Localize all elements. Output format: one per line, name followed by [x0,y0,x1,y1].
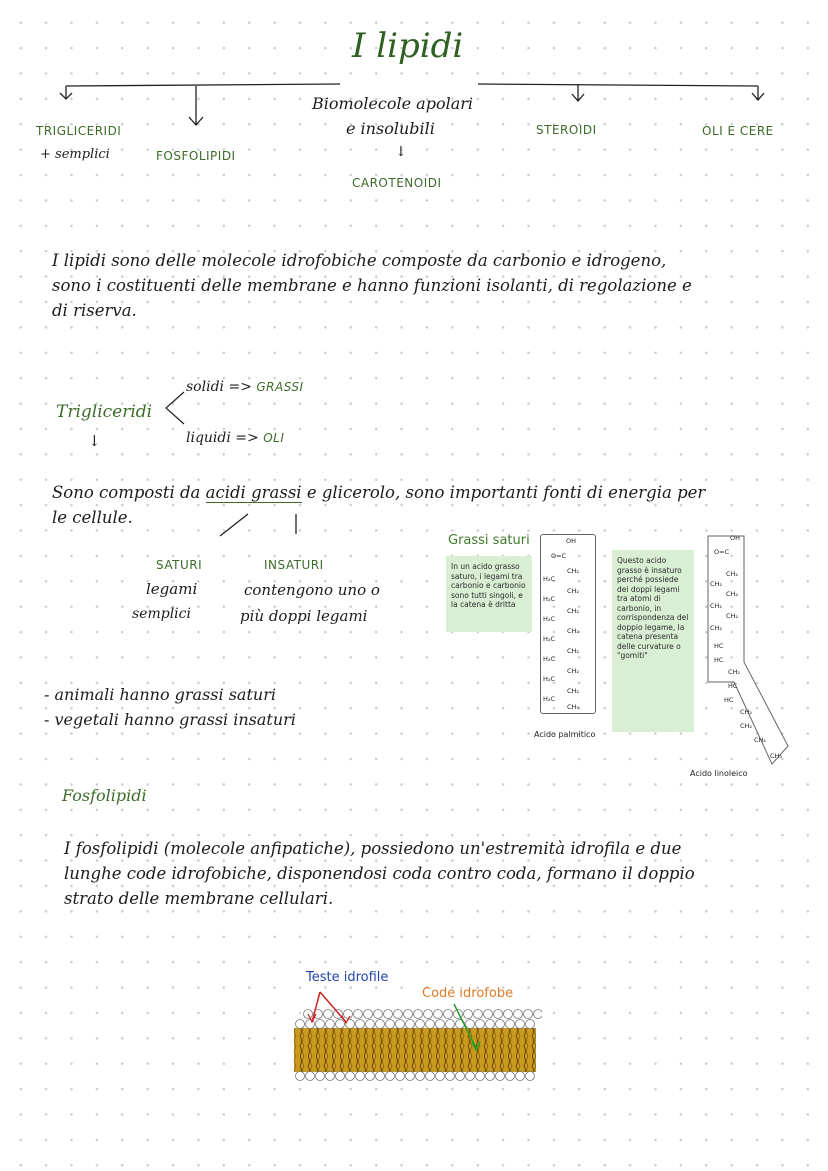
chain-atom: H₂C [543,695,556,703]
chain-atom: CH₂ [567,647,580,655]
animals-vegetables-list [44,682,296,732]
chain-atom: CH₂ [740,722,753,730]
phospholipid-head [384,1010,393,1019]
phospholipid-head [344,1010,353,1019]
code-idrofobe-label: Code idrofobe [422,986,514,1001]
phospholipid-head [376,1020,385,1029]
phospholipid-head [486,1020,495,1029]
phospholipid-head [444,1010,453,1019]
insaturi-line1: contengono uno o [244,581,380,599]
chain-atom: CH₂ [728,668,741,676]
phospholipid-head [504,1010,513,1019]
phospholipid-head [514,1010,523,1019]
phospholipid-head [486,1072,495,1081]
tree-trigliceridi-sub: + semplici [40,147,110,162]
phospholipid-head [516,1072,525,1081]
tree-center-line2: e insolubili [346,119,435,138]
tree-steroidi: STEROIDI [536,123,597,137]
intro-line: I lipidi sono delle molecole idrofobiche composte da carbonio e idrogeno, [52,251,667,270]
fosfolipidi-line: I fosfolipidi (molecole anfipatiche), possiedono un'estremità idrofila e due [64,839,682,858]
phospholipid-head [356,1020,365,1029]
phospholipid-head [386,1020,395,1029]
insaturi-title: INSATURI [264,558,324,572]
chain-atom: H₂C [543,575,556,583]
phospholipid-head [526,1020,535,1029]
acids-sentence [52,480,822,530]
grassi-saturi-title: Grassi saturi [448,533,530,548]
linoleic-oh: OH [730,534,741,542]
phospholipid-head [356,1072,365,1081]
acidi-grassi-underlined: acidi grassi [205,483,302,502]
chain-atom: CH₂ [567,687,580,695]
phospholipid-head [326,1072,335,1081]
acids-part2: e glicerolo, sono importanti fonti di energia per [301,483,706,502]
phospholipid-head [436,1020,445,1029]
grassi-text: GRASSI [256,380,304,394]
phospholipid-head [434,1010,443,1019]
chain-atom: CH₂ [740,708,753,716]
phospholipid-head [406,1020,415,1029]
phospholipid-head [476,1072,485,1081]
saturi-line2: semplici [132,606,191,622]
phospholipid-head [366,1020,375,1029]
fosfolipidi-heading: Fosfolipidi [62,786,147,805]
chain-atom: H₂C [543,655,556,663]
chain-atom: HC [714,642,724,650]
phospholipid-head [414,1010,423,1019]
phospholipid-head [394,1010,403,1019]
chain-atom: H₂C [543,675,556,683]
chain-atom: H₂C [543,635,556,643]
linoleic-acid-structure [704,534,794,774]
tree-oli-cere: OLI E CERE [702,124,774,138]
phospholipid-head [396,1020,405,1029]
palmitic-oh: OH [566,537,577,545]
phospholipid-head [354,1010,363,1019]
saturated-note: In un acido grasso saturo, i legami tra carbonio e carbonio sono tutti singoli, e la catena è dritta [446,556,532,632]
palmitic-acid-structure [540,534,596,714]
chain-atom: CH₂ [710,624,723,632]
intro-line: di riserva. [52,301,137,320]
phospholipid-head [386,1072,395,1081]
phospholipid-head [426,1020,435,1029]
oli-text: OLI [263,431,285,445]
chain-atom: CH₂ [710,602,723,610]
phospholipid-head [404,1010,413,1019]
phospholipid-head [296,1020,305,1029]
chain-atom: HC [724,696,734,704]
palmitic-caption: Acido palmitico [534,730,596,739]
acids-branch-lines [210,510,320,540]
phospholipid-head [496,1072,505,1081]
linoleic-co: O=C [714,548,730,556]
linoleic-caption: Acido linoleico [690,769,748,778]
phospholipid-head [436,1072,445,1081]
phospholipid-head [466,1020,475,1029]
solidi-line [186,379,304,395]
chain-atom: CH₂ [567,587,580,595]
phospholipid-head [416,1020,425,1029]
tree-center-arrow: ↓ [395,144,407,160]
solidi-text: solidi => [186,379,257,395]
phospholipid-head [526,1072,535,1081]
chain-atom: CH₂ [567,627,580,635]
phospholipid-head [446,1020,455,1029]
chain-atom: H₂C [543,595,556,603]
phospholipid-head [476,1020,485,1029]
trigliceridi-label: Trigliceridi [56,402,153,422]
phospholipid-head [346,1072,355,1081]
lipid-bilayer-diagram [290,986,542,1088]
acids-line2: le cellule. [52,508,133,527]
tree-carotenoidi: CAROTENOIDI [352,176,442,190]
chain-atom: CH₂ [567,607,580,615]
chain-atom: H₂C [543,615,556,623]
tree-trigliceridi: TRIGLICERIDI [36,124,122,138]
chain-atom: CH₂ [726,570,739,578]
saturi-title: SATURI [156,558,203,572]
phospholipid-head [396,1072,405,1081]
phospholipid-head [484,1010,493,1019]
phospholipid-head [336,1020,345,1029]
list-item: - animali hanno grassi saturi [44,685,276,704]
phospholipid-head [296,1072,305,1081]
phospholipid-head [524,1010,533,1019]
list-item: - vegetali hanno grassi insaturi [44,710,296,729]
phospholipid-head [516,1020,525,1029]
tree-fosfolipidi: FOSFOLIPIDI [156,149,236,163]
chain-atom: CH₂ [754,736,767,744]
phospholipid-head [466,1072,475,1081]
unsaturated-note: Questo acido grasso è insaturo perché possiede dei doppi legami tra atomi di carbonio, in corrispondenza del doppio legame, la catena presenta delle curvature o "gomiti" [612,550,694,732]
phospholipid-head [324,1010,333,1019]
phospholipid-head [506,1072,515,1081]
tree-center-line1: Biomolecole apolari [312,94,473,113]
chain-atom: CH₂ [567,567,580,575]
intro-line: sono i costituenti delle membrane e hanno funzioni isolanti, di regolazione e [52,276,692,295]
phospholipid-head [376,1072,385,1081]
saturi-line1: legami [146,580,198,598]
fosfolipidi-line: lunghe code idrofobiche, disponendosi coda contro coda, formano il doppio [64,864,695,883]
palmitic-co: O=C [551,552,567,560]
page-title: I lipidi [352,26,464,66]
phospholipid-head [474,1010,483,1019]
phospholipid-head [374,1010,383,1019]
phospholipid-head [506,1020,515,1029]
phospholipid-head [534,1010,543,1019]
phospholipid-head [494,1010,503,1019]
phospholipid-head [426,1072,435,1081]
phospholipid-head [306,1072,315,1081]
phospholipid-head [496,1020,505,1029]
chain-atom: CH₃ [567,703,580,711]
chain-atom: CH₃ [770,752,783,760]
phospholipid-head [424,1010,433,1019]
chain-atom: HC [728,682,738,690]
phospholipid-head [406,1072,415,1081]
phospholipid-head [326,1020,335,1029]
liquidi-line [186,430,284,446]
phospholipid-head [446,1072,455,1081]
trigliceridi-arrow: ↓ [88,432,101,450]
fosfolipidi-line: strato delle membrane cellulari. [64,889,334,908]
phospholipid-head [366,1072,375,1081]
liquidi-text: liquidi => [186,430,264,446]
insaturi-line2: più doppi legami [240,607,368,625]
chain-atom: CH₂ [710,580,723,588]
chain-atom: CH₂ [726,612,739,620]
chain-atom: CH₂ [726,590,739,598]
phospholipid-head [336,1072,345,1081]
phospholipid-head [316,1020,325,1029]
chain-atom: CH₂ [567,667,580,675]
acids-part1: Sono composti da [52,483,206,502]
phospholipid-head [464,1010,473,1019]
phospholipid-head [364,1010,373,1019]
intro-paragraph [52,248,822,323]
phospholipid-head [456,1072,465,1081]
chain-atom: HC [714,656,724,664]
phospholipid-head [316,1072,325,1081]
teste-idrofile-label: Teste idrofile [306,970,389,985]
fosfolipidi-paragraph [64,836,824,911]
phospholipid-head [416,1072,425,1081]
